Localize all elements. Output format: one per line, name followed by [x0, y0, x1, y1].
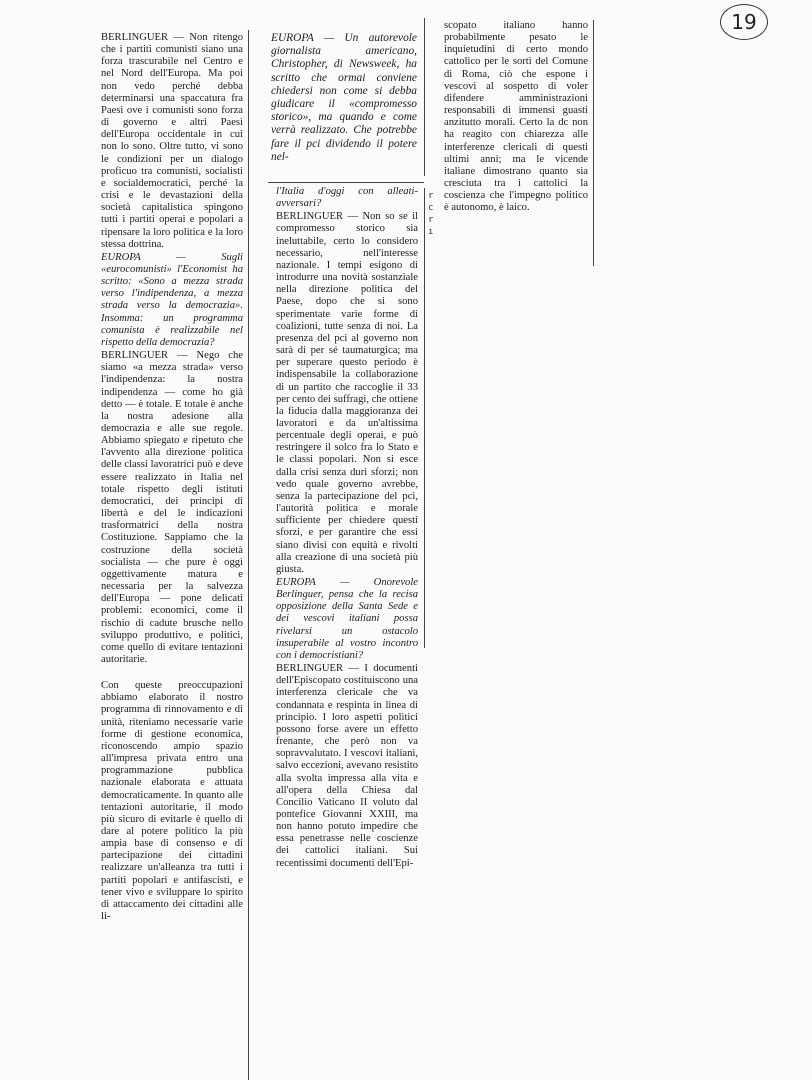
column-rule-middle [424, 18, 425, 176]
col3-paragraph-1: scopato italiano hanno probabilmente pesato le inquietudini di certo mondo cattolico per le sorti del Comune di Roma, ciò che espone i vescovi al sospetto di voler difendere amministrazioni responsabili di immensi guasti anzitutto morali. Certo la dc non ha reagito con chiarezza alle interferenze clericali di questi ultimi anni; ma le vicende italiane dimostrano quanto sia cresciuta tra i cattolici la coscienza che l'impegno politico è autonomo, è laico. [444, 20, 588, 214]
article-column-3 [444, 20, 588, 215]
article-column-2 [271, 32, 417, 164]
column-rule-middle-lower [424, 188, 425, 648]
page-number [720, 4, 768, 40]
column-rule-right [593, 20, 594, 266]
article-column-2-lower [276, 186, 418, 870]
col1-paragraph-3: Con queste preoccupazioni abbiamo elaborato il nostro programma di rinnovamento e di unità, riteniamo necessarie varie forme di gestione economica, riconoscendo ampio spazio all'impresa privata entro una programmazione pubblica nazionale elaborata e attuata democraticamente. In quanto alle tentazioni autoritarie, il modo più sicuro di evitarle è quello di dare al potere politico la più ampia base di consenso e di partecipazione dei cittadini realizzare un'alleanza tra tutti i partiti popolari e antifascisti, e tener vivo e sviluppare lo spirito di attaccamento dei cittadini alle li- [101, 680, 243, 923]
article-column-1 [101, 32, 243, 923]
col2-question-1: EUROPA — Un autorevole giornalista americano, Christopher, di Newsweek, ha scritto che ormai conviene chiedersi non come si debba giudicare il «compromesso storico», ma quando e come verrà realizzato. Che potrebbe fare il pci dividendo il potere nel- [271, 32, 417, 163]
page-number-text: 19 [731, 10, 757, 34]
clipping-cut-line [268, 182, 424, 183]
col2-question-2: EUROPA — Onorevole Berlinguer, pensa che la recisa opposizione della Santa Sede e dei vescovi italiani possa rivelarsi un ostacolo insuperabile al vostro incontro con i democristiani? [276, 577, 418, 661]
column-rule-left [248, 30, 249, 1080]
col1-paragraph-1: BERLINGUER — Non ritengo che i partiti comunisti siano una forza trascurabile nel Centro e nel Nord dell'Europa. Ma poi non vedo perché debba determinarsi una spaccatura fra Paesi ove i comunisti sono forza di governo e altri Paesi dell'Europa occidentale in cui non lo sono. Oltre tutto, vi sono le condizioni per un dialogo proficuo tra comunisti, socialisti e socialdemocratici, perché la crisi e le devastazioni della società capitalistica spingono tutti i partiti operai e popolari a ripensare la loro politica e la loro stessa dottrina. [101, 32, 243, 250]
col2-paragraph-2: BERLINGUER — I documenti dell'Episcopato costituiscono una interferenza clericale che va condannata e respinta in linea di principio. I loro aspetti politici possono forse avere un effetto frenante, che però non va sopravvalutato. I vescovi italiani, salvo eccezioni, avevano resistito alla svolta impressa alla vita e all'opera della Chiesa dal Concilio Vaticano II voluto dal pontefice Giovanni XXIII, ma non hanno potuto impedire che essa penetrasse nelle coscienze dei cattolici italiani. Sui recentissimi documenti dell'Epi- [276, 663, 418, 869]
col2-question-1-continued: l'Italia d'oggi con alleati-avversari? [276, 186, 418, 210]
col1-question-1: EUROPA — Sugli «eurocomunisti» l'Economist ha scritto: «Sono a mezza strada verso l'indipendenza, a mezza strada verso la democrazia». Insomma: un programma comunista è realizzabile nel rispetto della democrazia? [101, 251, 243, 348]
col1-paragraph-2: BERLINGUER — Nego che siamo «a mezza strada» verso l'indipendenza: la nostra indipendenza — come ho già detto — è totale. E totale è anche la nostra adesione alla democrazia e alle sue regole. Abbiamo spiegato e ripetuto che l'avvento alla direzione politica delle classi lavoratrici può e deve essere realizzato in Italia nel totale rispetto degli istituti democratici, dei principi di libertà e del le indicazioni trasformatrici della nostra Costituzione. Sappiamo che la costruzione della società socialista — che pure è oggi oggettivamente matura e necessaria per la salvezza dell'Europa — pone delicati problemi: economici, come il rischio di cadute brusche nello sviluppo produttivo, e politici, come quello di evitare tentazioni autoritarie. [101, 350, 243, 665]
col2-paragraph-1: BERLINGUER — Non so se il compromesso storico sia ineluttabile, certo lo considero necessario, nell'interesse nazionale. I tempi esigono di introdurre una novità sostanziale nella direzione politica del Paese, dopo che si sono sperimentate varie forme di coalizioni, tutte senza di noi. La presenza del pci al governo non sarà di per sé taumaturgica; ma per superare questo periodo è indispensabile la collaborazione di un partito che raccoglie il 33 per cento dei suffragi, che ottiene la fiducia dalla maggioranza dei lavoratori e da un'altissima percentuale degli operai, e può restringere il solco fra lo Stato e le classi popolari. Non si esce dalla crisi senza duri sforzi; non vedo quale governo avrebbe, senza la partecipazione del pci, l'autorità politica e morale sufficiente per chiedere questi sforzi, e per garantire che essi siano divisi con equità e rivolti alla creazione di una società più giusta. [276, 211, 418, 575]
tear-marks: r c r ı [428, 191, 434, 237]
